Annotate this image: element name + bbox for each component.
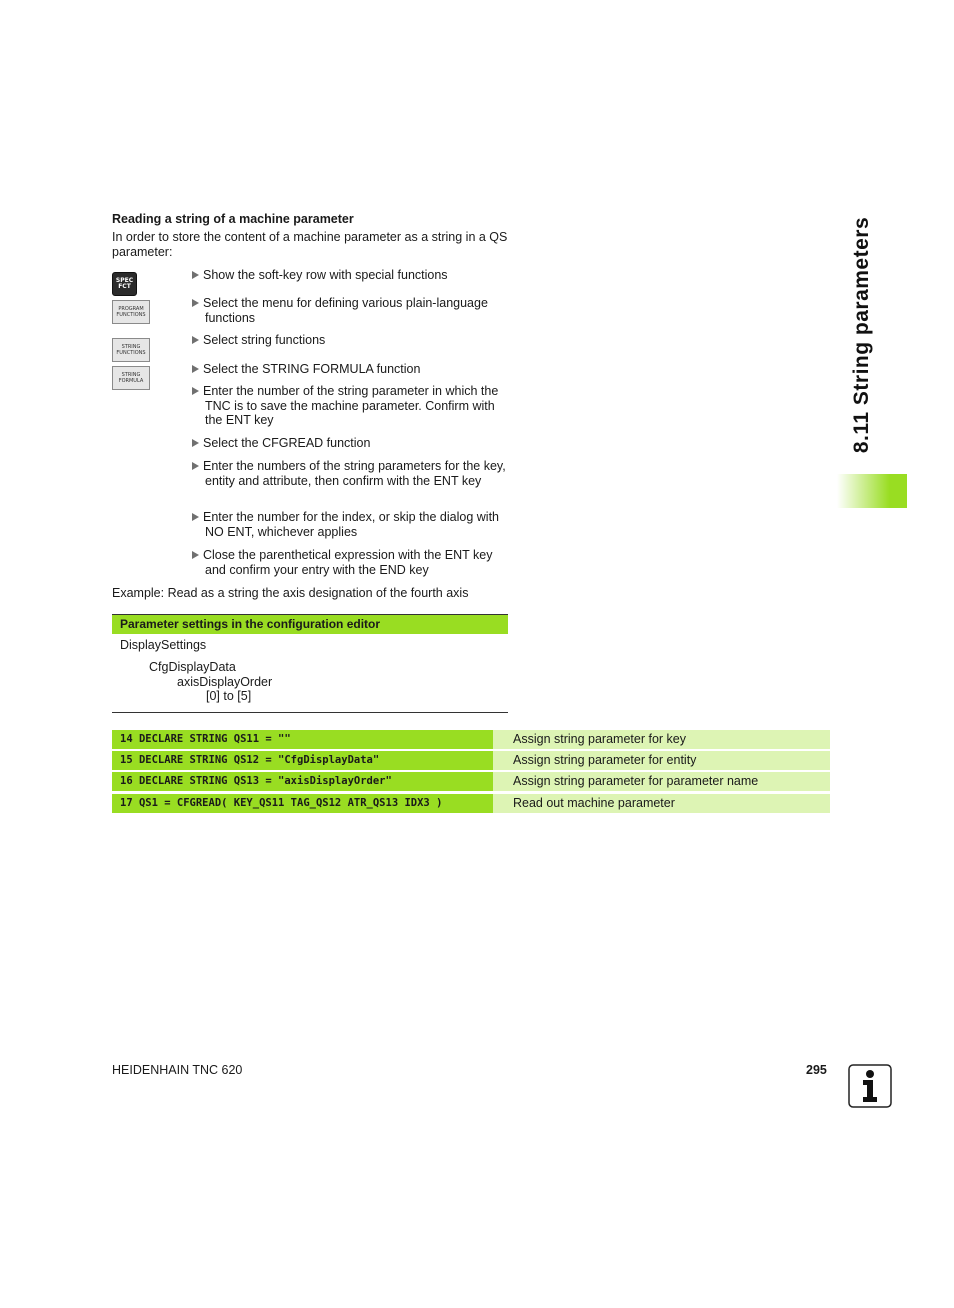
triangle-bullet-icon xyxy=(192,299,199,307)
example-caption: Example: Read as a string the axis designation of the fourth axis xyxy=(112,586,469,600)
triangle-bullet-icon xyxy=(192,551,199,559)
desc-cell: Read out machine parameter xyxy=(493,794,830,813)
parameter-settings-title: Parameter settings in the configuration editor xyxy=(112,614,508,634)
step-item: Select the CFGREAD function xyxy=(192,436,508,451)
desc-cell: Assign string parameter for entity xyxy=(493,751,830,770)
softkey-spec-fct[interactable]: SPEC FCT xyxy=(112,272,137,296)
intro-text: In order to store the content of a machine parameter as a string in a QS parameter: xyxy=(112,230,508,259)
page-number: 295 xyxy=(806,1063,827,1077)
section-heading: Reading a string of a machine parameter xyxy=(112,212,354,226)
step-item: Select the STRING FORMULA function xyxy=(192,362,508,377)
triangle-bullet-icon xyxy=(192,439,199,447)
softkey-string-functions[interactable]: STRING FUNCTIONS xyxy=(112,338,150,362)
triangle-bullet-icon xyxy=(192,336,199,344)
table-row xyxy=(112,730,830,749)
chapter-side-title: 8.11 String parameters xyxy=(850,216,873,454)
triangle-bullet-icon xyxy=(192,513,199,521)
code-cell: 17 QS1 = CFGREAD( KEY_QS11 TAG_QS12 ATR_QS13 IDX3 ) xyxy=(112,794,493,813)
softkey-string-formula[interactable]: STRING FORMULA xyxy=(112,366,150,390)
param-line: [0] to [5] xyxy=(206,689,252,703)
step-item: Enter the numbers of the string parameters for the key, entity and attribute, then confirm with the ENT key xyxy=(192,459,508,488)
parameter-settings-box xyxy=(112,614,508,713)
step-item: Enter the number of the string parameter in which the TNC is to save the machine parameter. Confirm with the ENT key xyxy=(192,384,508,428)
triangle-bullet-icon xyxy=(192,271,199,279)
table-row xyxy=(112,794,830,813)
code-cell: 15 DECLARE STRING QS12 = "CfgDisplayData" xyxy=(112,751,493,770)
triangle-bullet-icon xyxy=(192,462,199,470)
info-icon xyxy=(848,1064,892,1108)
step-item: Select the menu for defining various plain-language functions xyxy=(192,296,508,325)
param-line: DisplaySettings xyxy=(120,638,207,652)
desc-cell: Assign string parameter for key xyxy=(493,730,830,749)
step-item: Select string functions xyxy=(192,333,508,348)
code-cell: 14 DECLARE STRING QS11 = "" xyxy=(112,730,493,749)
footer-product: HEIDENHAIN TNC 620 xyxy=(112,1063,243,1077)
code-cell: 16 DECLARE STRING QS13 = "axisDisplayOrder" xyxy=(112,772,493,791)
step-item: Show the soft-key row with special functions xyxy=(192,268,508,283)
table-row xyxy=(112,751,830,770)
triangle-bullet-icon xyxy=(192,365,199,373)
chapter-tab-marker xyxy=(837,474,907,508)
step-item: Close the parenthetical expression with the ENT key and confirm your entry with the END key xyxy=(192,548,508,577)
param-line: CfgDisplayData xyxy=(149,660,236,674)
triangle-bullet-icon xyxy=(192,387,199,395)
desc-cell: Assign string parameter for parameter name xyxy=(493,772,830,791)
softkey-program-functions[interactable]: PROGRAM FUNCTIONS xyxy=(112,300,150,324)
param-line: axisDisplayOrder xyxy=(177,675,273,689)
table-row xyxy=(112,772,830,791)
step-item: Enter the number for the index, or skip the dialog with NO ENT, whichever applies xyxy=(192,510,508,539)
